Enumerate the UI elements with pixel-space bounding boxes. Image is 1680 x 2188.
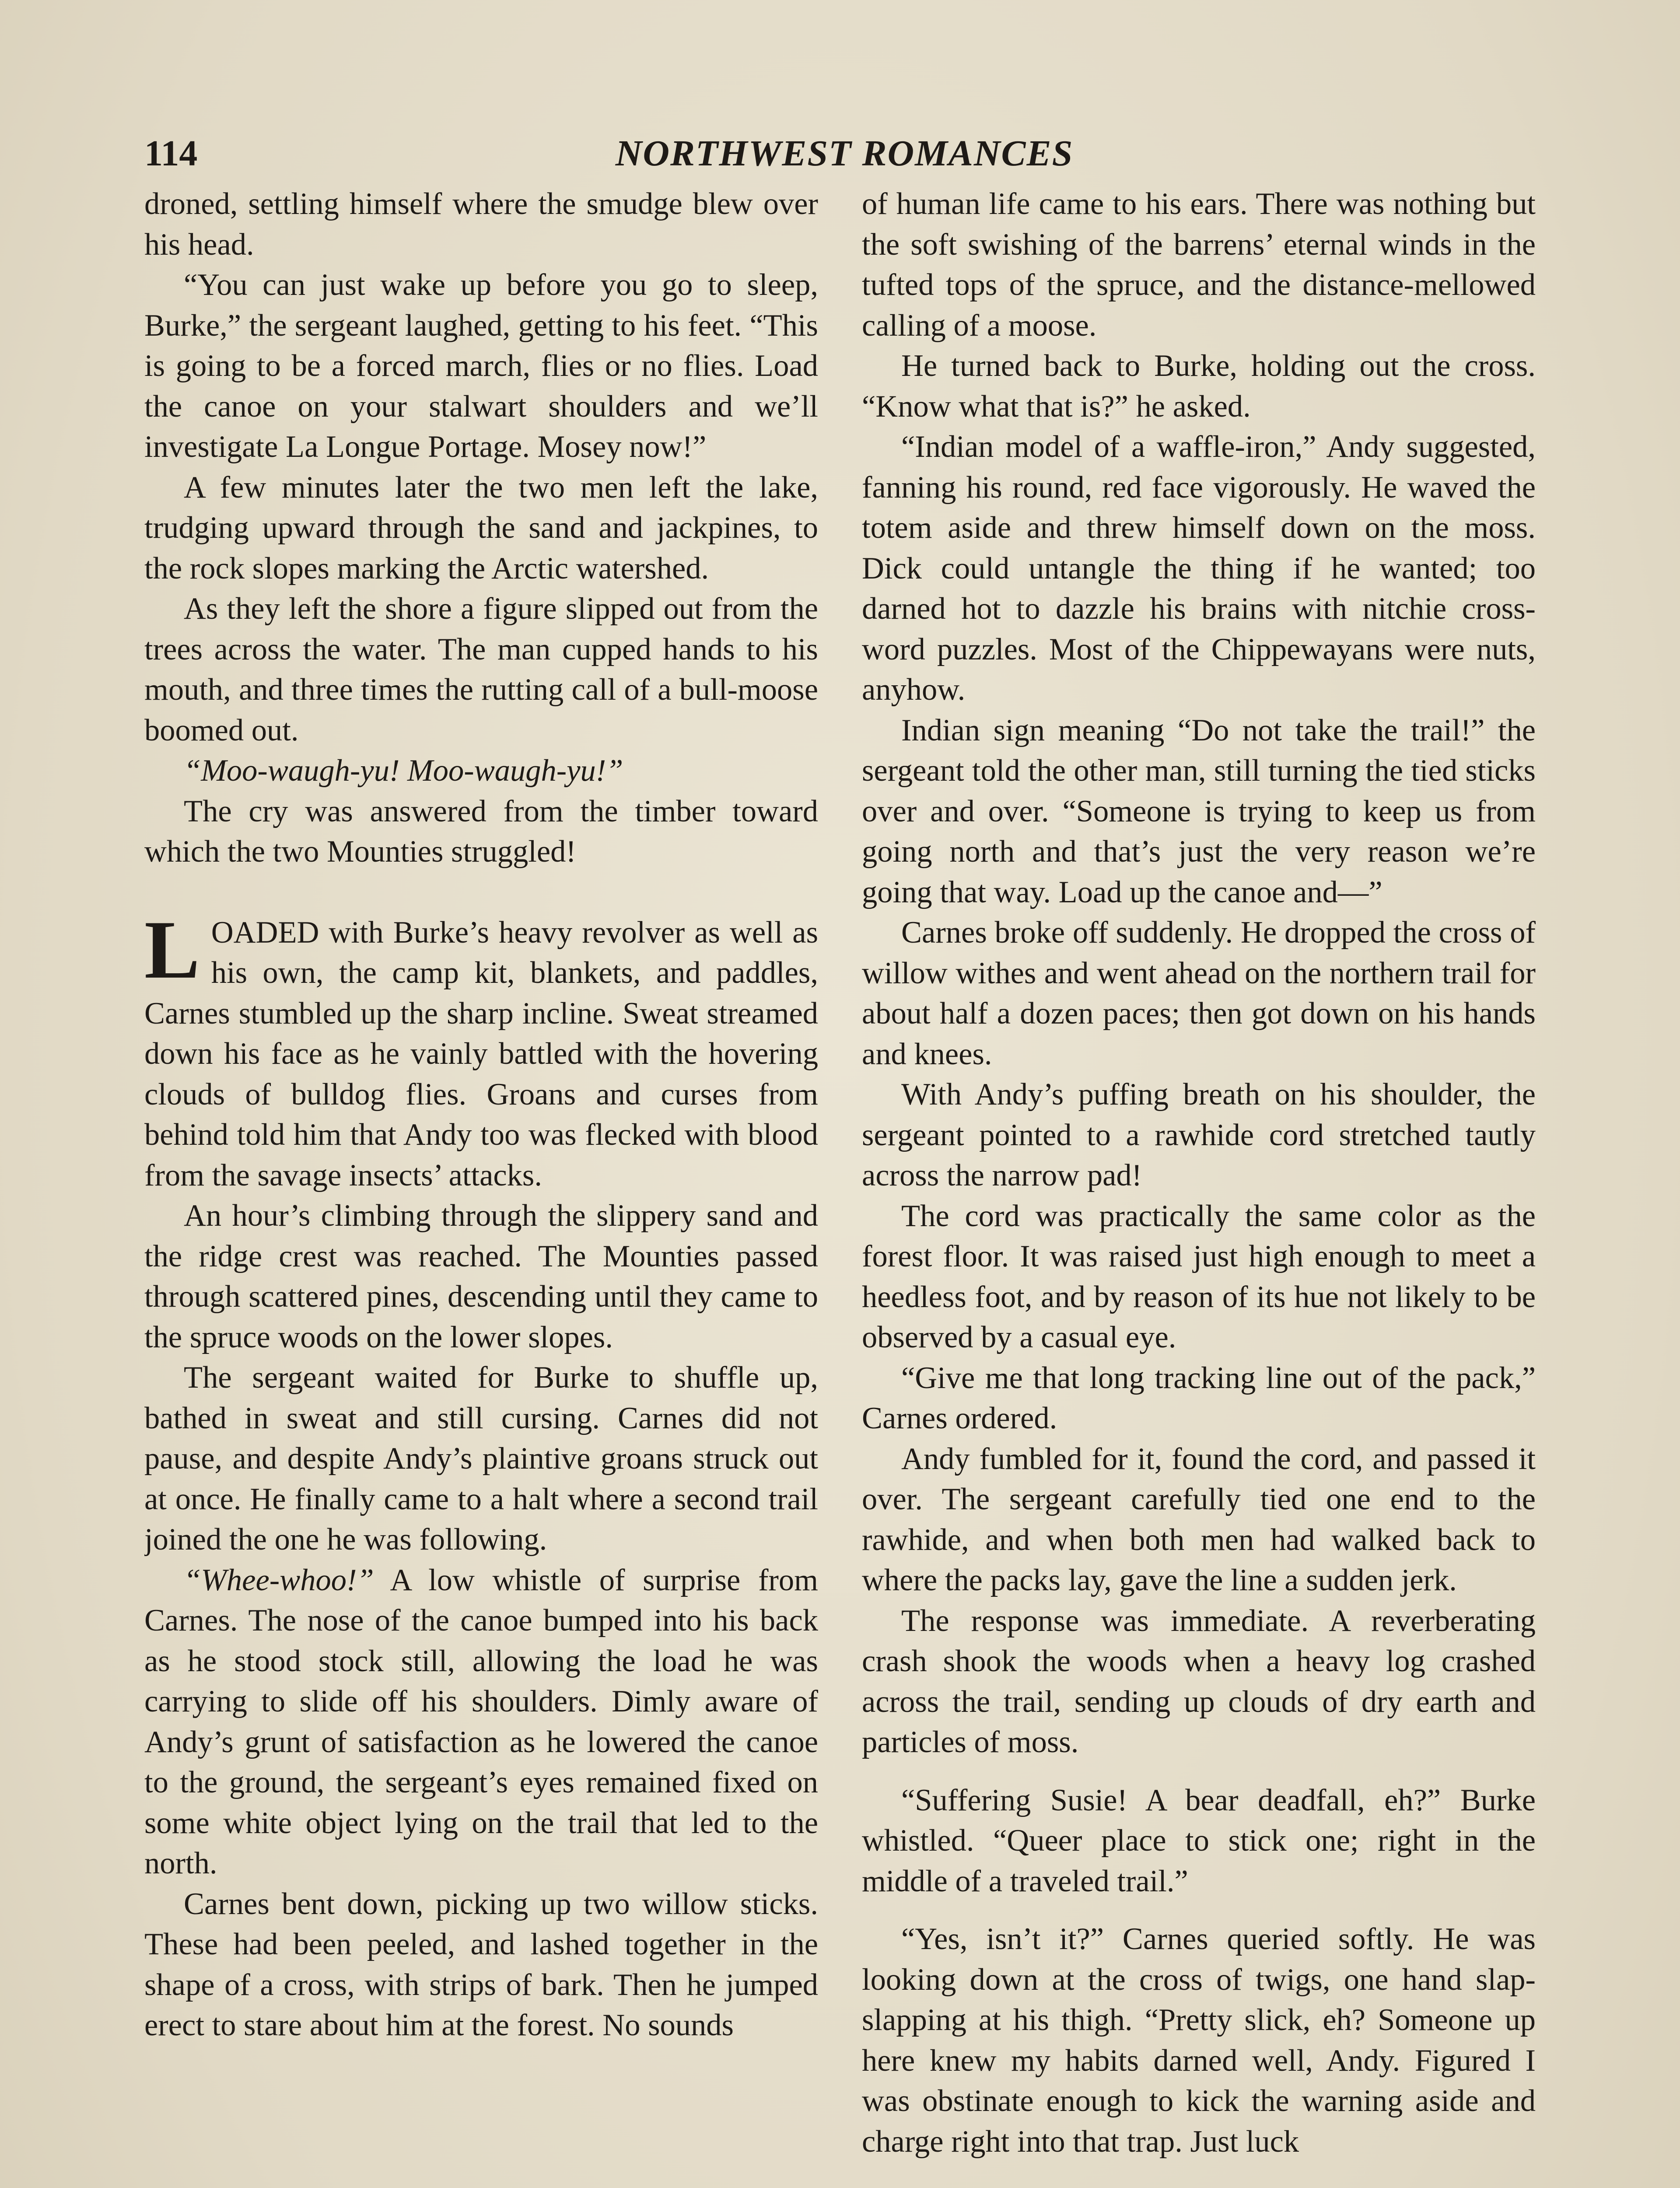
section-opening-paragraph [144,904,818,1196]
paragraph: “Suffering Susie! A bear deadfall, eh?” Burke whistled. “Queer place to stick one; right in the middle of a traveled trail.” [862,1783,1536,1898]
running-head: NORTHWEST ROMANCES [615,133,1074,174]
paragraph: droned, settling himself where the smudge blew over his head. [144,187,818,262]
paragraph: Carnes bent down, picking up two willow sticks. These had been peeled, and lashed together in the shape of a cross, with strips of bark. Then he jumped erect to stare about him at the forest. No sounds [144,1886,818,2042]
exclamation-italic: “Whee-whoo!” [184,1563,374,1597]
paragraph: The sergeant waited for Burke to shuffle up, bathed in sweat and still cursing. Carnes did not pause, and despite Andy’s plaintive groans struck out at once. He finally came to a halt where a second trail joined the one he was following. [144,1360,818,1557]
paragraph: “Yes, isn’t it?” Carnes queried softly. He was looking down at the cross of twigs, one hand slap-slapping at his thigh. “Pretty slick, eh? Someone up here knew my habits darned well, Andy. Figured I was obstinate enough to kick the warning aside and charge right into that trap. Just luck [862,1922,1536,2159]
paragraph: With Andy’s puffing breath on his shoulder, the sergeant pointed to a rawhide cord stretched tautly across the narrow pad! [862,1077,1536,1192]
paragraph: “Indian model of a waffle-iron,” Andy suggested, fanning his round, red face vigorously. He waved the totem aside and threw himself down on the moss. Dick could untangle the thing if he wanted; too darned hot to dazzle his brains with nitchie cross-word puzzles. Most of the Chippewayans were nuts, anyhow. [862,430,1536,707]
paragraph [144,1560,818,1884]
paragraph: A few minutes later the two men left the lake, trudging upward through the sand and jackpines, to the rock slopes marking the Arctic watershed. [144,470,818,586]
page-number: 114 [144,133,198,174]
paragraph: He turned back to Burke, holding out the cross. “Know what that is?” he asked. [862,349,1536,424]
moose-call-line: “Moo-waugh-yu! Moo-waugh-yu!” [184,754,623,788]
text-columns [144,184,1536,2188]
right-column [862,184,1536,2188]
paragraph: Indian sign meaning “Do not take the trail!” the sergeant told the other man, still turning the tied sticks over and over. “Someone is trying to keep us from going north and that’s just the very reason we’re going that way. Load up the canoe and—” [862,713,1536,909]
paragraph-text: A low whistle of surprise from Carnes. The nose of the canoe bumped into his back as he stood stock still, allowing the load he was carrying to slide off his shoulders. Dimly aware of Andy’s grunt of satisfaction as he lowered the canoe to the ground, the sergeant’s eyes remained fixed on some white object lying on the trail that led to the north. [144,1563,818,1880]
page-header [144,130,1544,182]
drop-cap: L [144,904,200,996]
paragraph: The cord was practically the same color as the forest floor. It was raised just high enough to meet a heedless foot, and by reason of its hue not likely to be observed by a casual eye. [862,1199,1536,1354]
paragraph: The response was immediate. A reverberating crash shook the woods when a heavy log crashed across the trail, sending up clouds of dry earth and particles of moss. [862,1603,1536,1759]
paragraph: The cry was answered from the timber toward which the two Mounties struggled! [144,794,818,869]
section-opening-text: OADED with Burke’s heavy revolver as well as his own, the camp kit, blankets, and paddles, Carnes stumbled up the sharp incline. Sweat streamed down his face as he vainly battled with the hovering clouds of bulldog flies. Groans and curses from behind told him that Andy too was flecked with blood from the savage insects’ attacks. [144,915,818,1192]
left-column [144,184,818,2188]
paragraph: “Give me that long tracking line out of the pack,” Carnes ordered. [862,1360,1536,1435]
paragraph: An hour’s climbing through the slippery sand and the ridge crest was reached. The Mounties passed through scattered pines, descending until they came to the spruce woods on the lower slopes. [144,1199,818,1354]
paragraph: As they left the shore a figure slipped out from the trees across the water. The man cupped hands to his mouth, and three times the rutting call of a bull-moose boomed out. [144,592,818,747]
paragraph: Carnes broke off suddenly. He dropped the cross of willow withes and went ahead on the northern trail for about half a dozen paces; then got down on his hands and knees. [862,915,1536,1071]
paragraph: Andy fumbled for it, found the cord, and passed it over. The sergeant carefully tied one end to the rawhide, and when both men had walked back to where the packs lay, gave the line a sudden jerk. [862,1441,1536,1597]
paragraph: of human life came to his ears. There was nothing but the soft swishing of the barrens’ eternal winds in the tufted tops of the spruce, and the distance-mellowed calling of a moose. [862,187,1536,343]
paragraph: “You can just wake up before you go to sleep, Burke,” the sergeant laughed, getting to his feet. “This is going to be a forced march, flies or no flies. Load the canoe on your stalwart shoulders and we’ll investigate La Longue Portage. Mosey now!” [144,268,818,464]
